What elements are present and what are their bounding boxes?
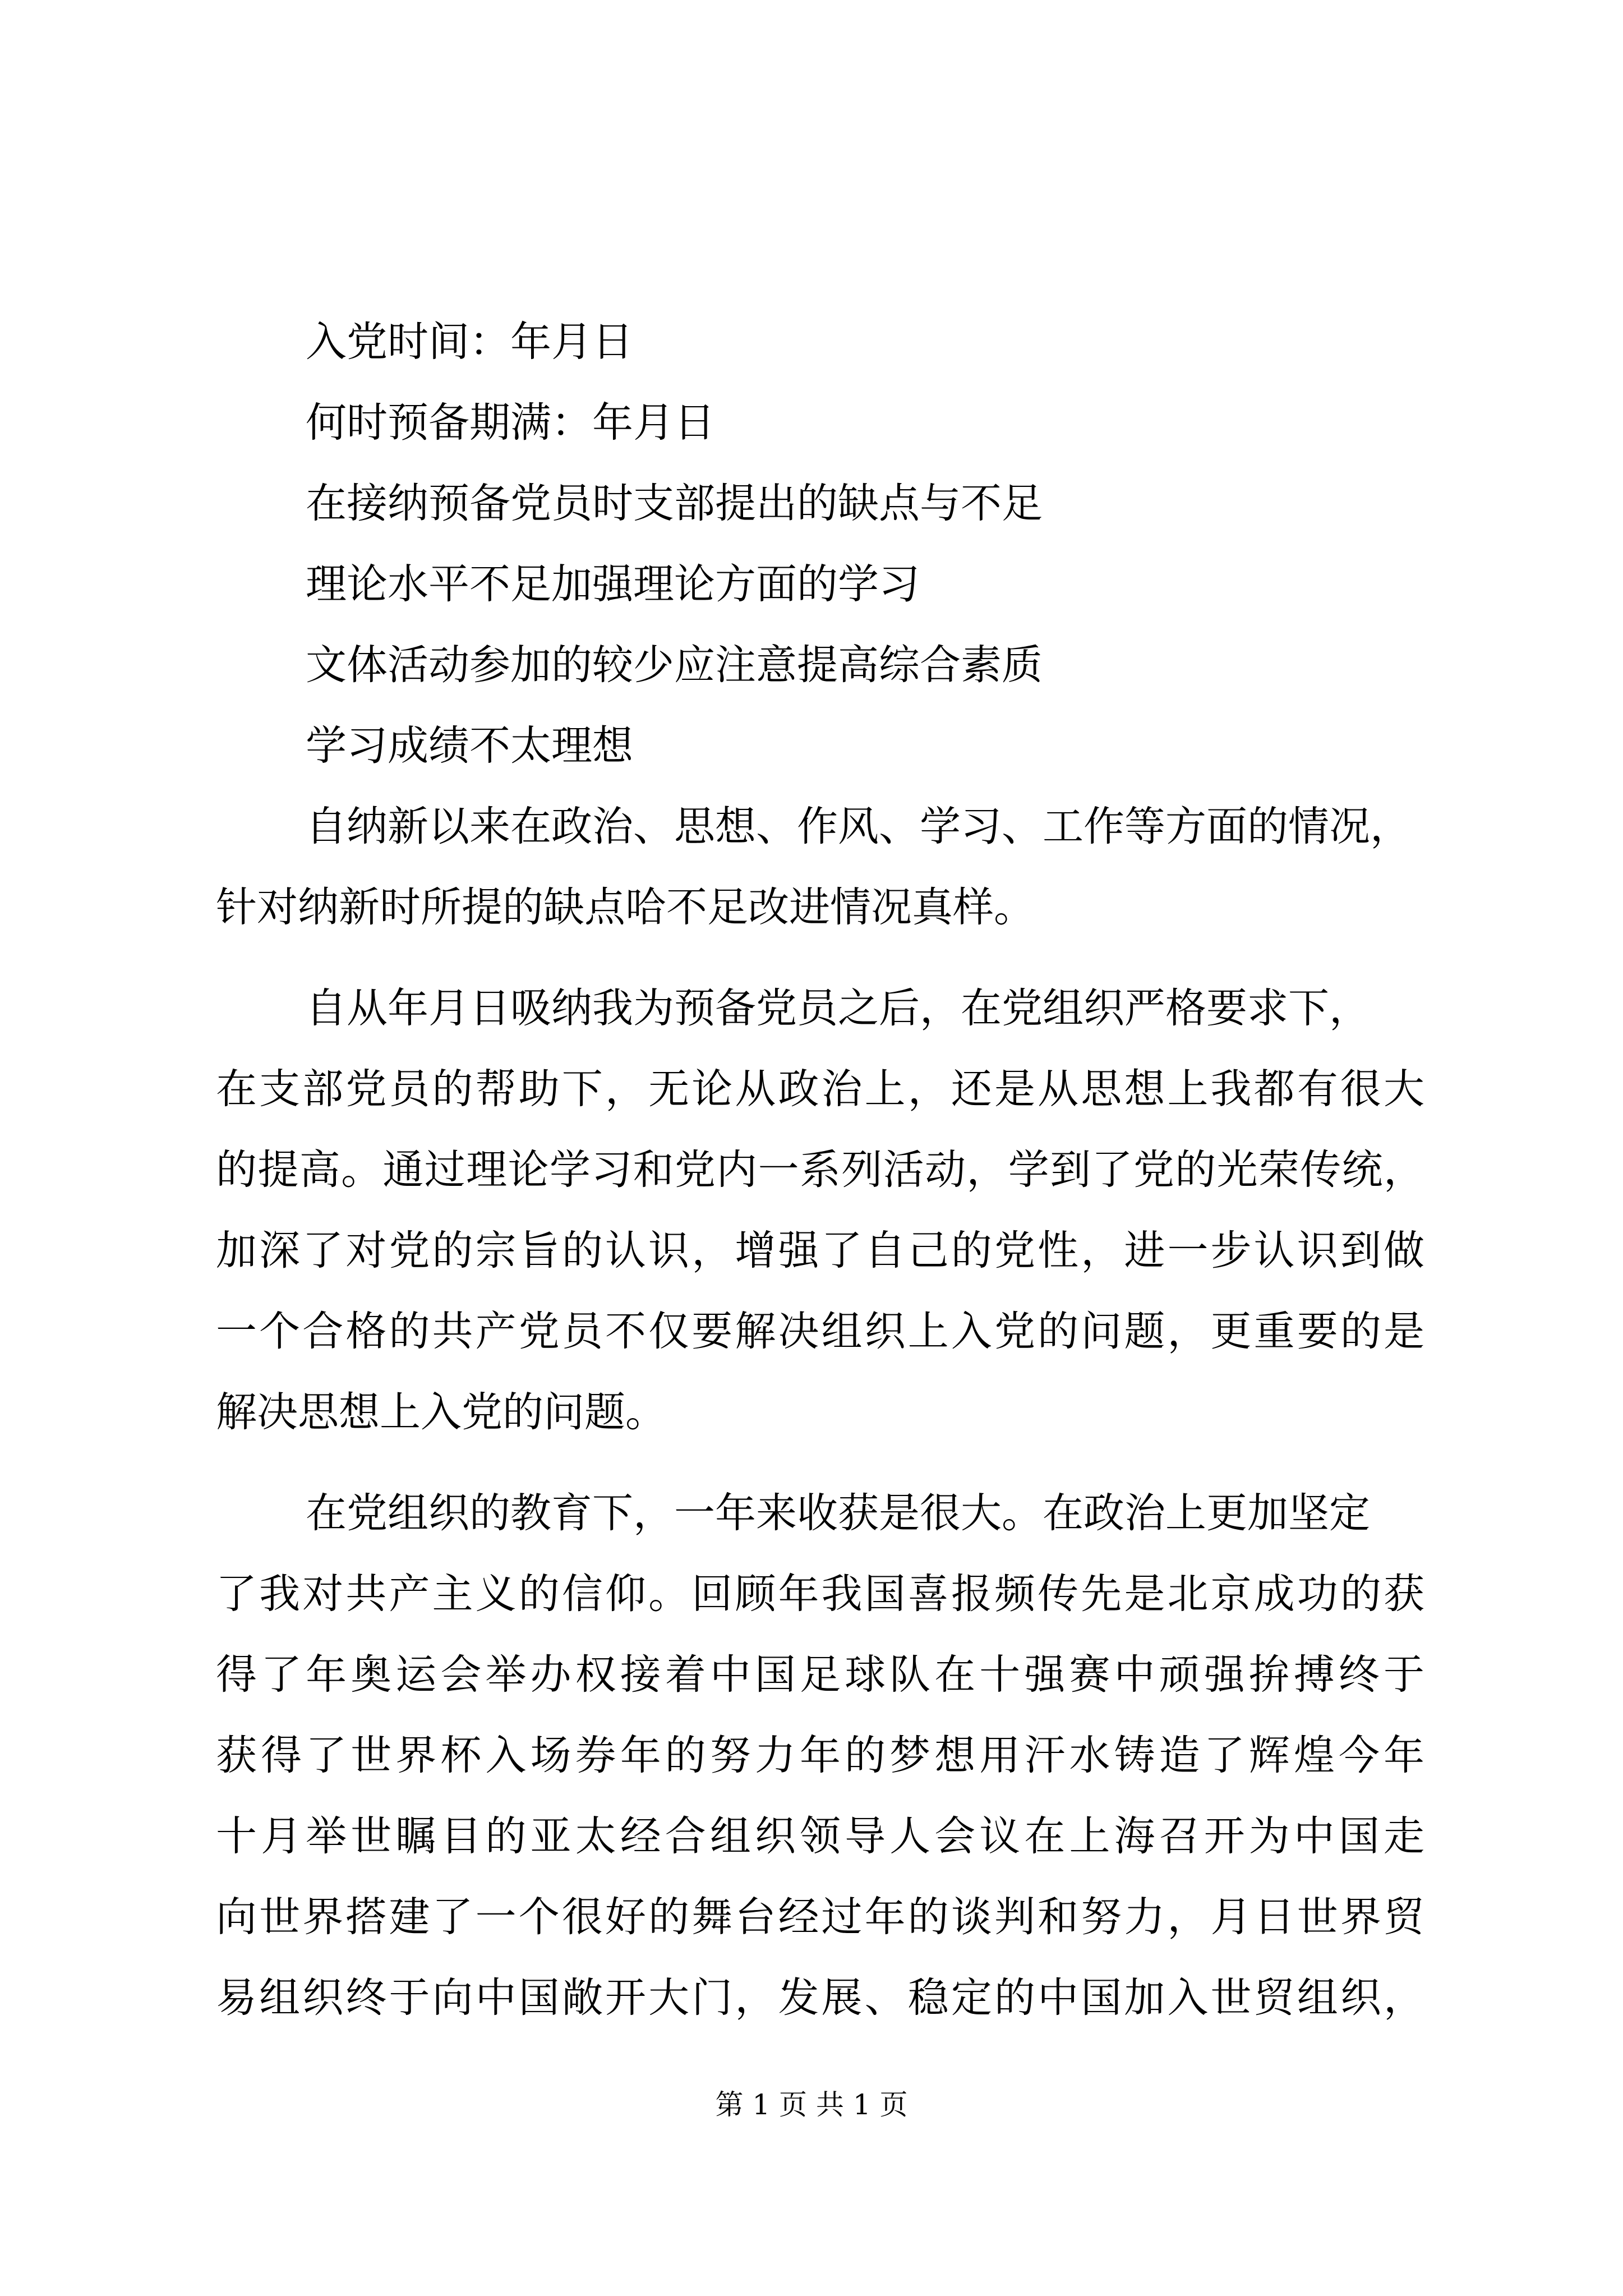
paragraph-progress bbox=[216, 968, 1424, 1453]
paragraph-line: 得了年奥运会举办权接着中国足球队在十强赛中顽强拚搏终于 bbox=[216, 1651, 1424, 1699]
shortcoming-item-3: 学习成绩不太理想 bbox=[306, 722, 633, 770]
shortcoming-item-2: 文体活动参加的较少应注意提高综合素质 bbox=[306, 641, 1043, 689]
membership-date-line: 入党时间：年月日 bbox=[306, 318, 633, 366]
paragraph-spacer bbox=[216, 948, 1424, 968]
page-footer: 第 1 页 共 1 页 bbox=[715, 2088, 908, 2121]
paragraph-line: 在党组织的教育下，一年来收获是很大。在政治上更加坚定 bbox=[306, 1489, 1370, 1537]
paragraph-line: 一个合格的共产党员不仅要解决组织上入党的问题，更重要的是 bbox=[216, 1308, 1424, 1355]
document-body bbox=[216, 302, 1424, 2039]
paragraph-line: 在支部党员的帮助下，无论从政治上，还是从思想上我都有很大 bbox=[216, 1065, 1424, 1113]
paragraph-line: 针对纳新时所提的缺点哈不足改进情况真样。 bbox=[216, 884, 1035, 931]
paragraph-line: 的提高。通过理论学习和党内一系列活动，学到了党的光荣传统， bbox=[216, 1146, 1424, 1194]
paragraph-situation bbox=[216, 786, 1424, 948]
paragraph-line: 向世界搭建了一个很好的舞台经过年的谈判和努力，月日世界贸 bbox=[216, 1893, 1424, 1941]
probation-end-line: 何时预备期满：年月日 bbox=[306, 399, 715, 447]
paragraph-line: 易组织终于向中国敞开大门，发展、稳定的中国加入世贸组织， bbox=[216, 1974, 1424, 2022]
paragraph-line: 获得了世界杯入场券年的努力年的梦想用汗水铸造了辉煌今年 bbox=[216, 1732, 1424, 1779]
paragraph-line: 解决思想上入党的问题。 bbox=[216, 1388, 666, 1436]
paragraph-line: 了我对共产主义的信仰。回顾年我国喜报频传先是北京成功的获 bbox=[216, 1570, 1424, 1618]
shortcoming-item-1: 理论水平不足加强理论方面的学习 bbox=[306, 560, 920, 608]
paragraph-line: 加深了对党的宗旨的认识，增强了自己的党性，进一步认识到做 bbox=[216, 1227, 1424, 1274]
paragraph-line: 十月举世瞩目的亚太经合组织领导人会议在上海召开为中国走 bbox=[216, 1812, 1424, 1860]
paragraph-line: 自纳新以来在政治、思想、作风、学习、工作等方面的情况， bbox=[306, 803, 1411, 850]
paragraph-education bbox=[216, 1473, 1424, 2039]
paragraph-spacer bbox=[216, 1453, 1424, 1473]
shortcomings-heading: 在接纳预备党员时支部提出的缺点与不足 bbox=[306, 480, 1043, 527]
paragraph-line: 自从年月日吸纳我为预备党员之后，在党组织严格要求下， bbox=[306, 984, 1370, 1032]
